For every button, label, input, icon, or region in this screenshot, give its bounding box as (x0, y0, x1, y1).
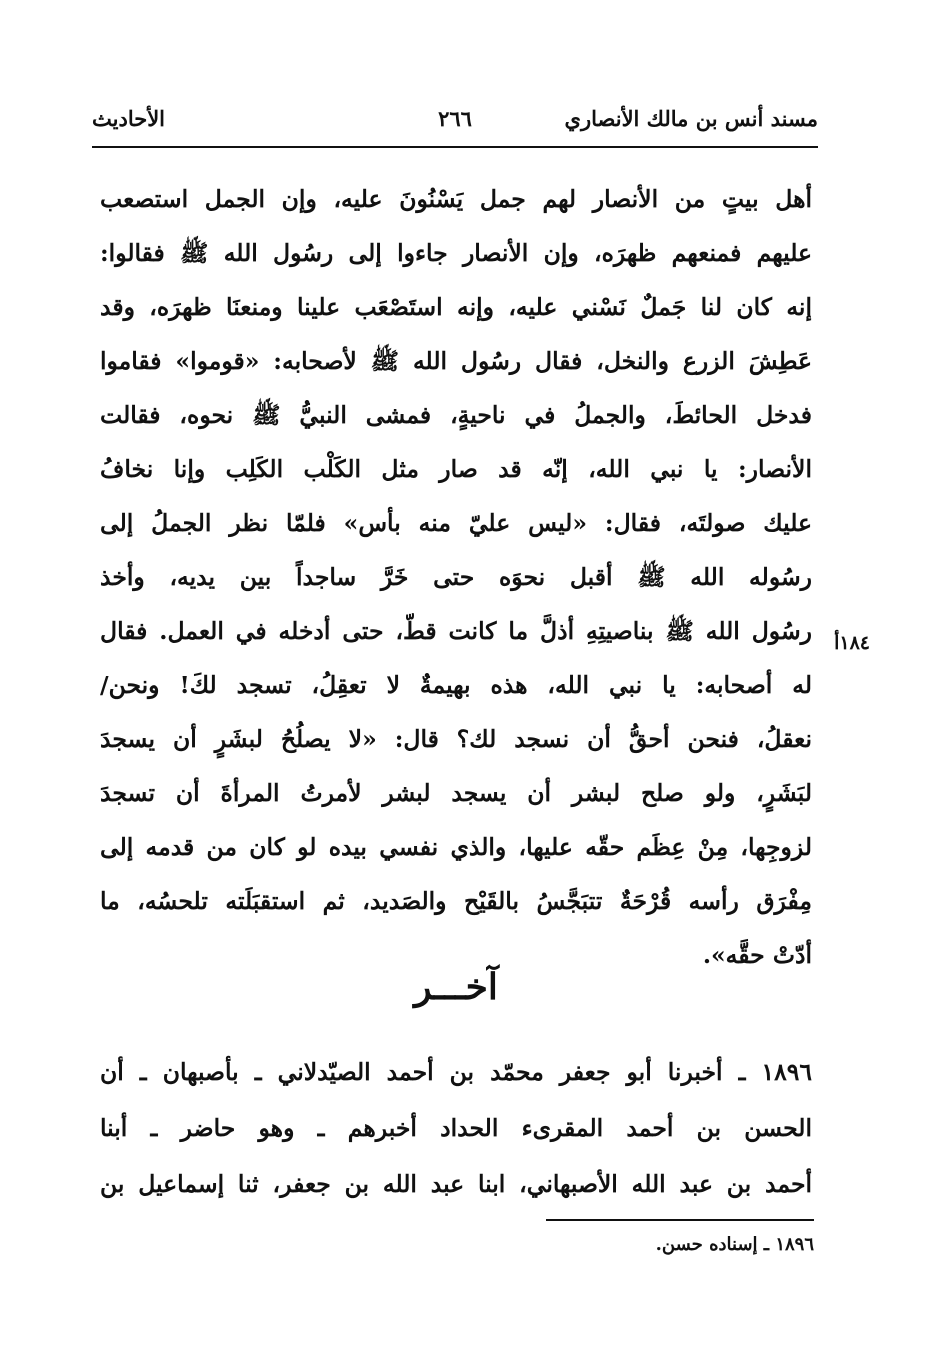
text-line: لبَشَرٍ، ولو صلح لبشر أن يسجد لبشر لأمرتُ المرأةَ أن تسجدَ (100, 779, 812, 807)
text-line: له أصحابه: يا نبي الله، هذه بهيمةٌ لا تعقِلُ، تسجد لكَ! ونحن/ (100, 671, 812, 699)
text-line: ١٨٩٦ ـ أخبرنا أبو جعفر محمّد بن أحمد الصيّدلاني ـ بأصبهان ـ أن (100, 1058, 812, 1086)
footnote: ١٨٩٦ ـ إسناده حسن. (655, 1234, 814, 1255)
text-line: فدخل الحائطَ، والجملُ في ناحيةٍ، فمشى النبيُّ ﷺ نحوه، فقالت (100, 401, 812, 429)
text-line: عليك صولتَه، فقال: «ليس عليّ منه بأس» فلمّا نظر الجملُ إلى (100, 509, 812, 537)
text-line: أحمد بن عبد الله الأصبهاني، ابنا عبد الله بن جعفر، ثنا إسماعيل بن (100, 1170, 812, 1198)
text-line: الحسن بن أحمد المقرىء الحداد أخبرهم ـ وهو حاضر ـ أبنا (100, 1114, 812, 1142)
text-line: إنه كان لنا جَملٌ نَسْني عليه، وإنه استَصْعَب علينا ومنعنَا ظهرَه، وقد (100, 293, 812, 321)
header-divider (92, 146, 818, 148)
section-heading: الأحاديث (92, 106, 166, 131)
text-line: أدّتْ حقَّه». (702, 941, 812, 969)
footnote-divider (546, 1219, 814, 1221)
text-line: نعقلُ، فنحن أحقُّ أن نسجد لك؟ قال: «لا يصلُحُ لبشَرٍ أن يسجدَ (100, 725, 812, 753)
text-line: رسُوله الله ﷺ أقبل نحوَه حتى خَرَّ ساجداً بين يديه، وأخذ (100, 563, 812, 591)
running-title: مسند أنس بن مالك الأنصاري (564, 106, 818, 131)
hadith-text (100, 172, 812, 982)
text-line: عَطِشَ الزرع والنخل، فقال رسُول الله ﷺ لأصحابه: «قوموا» فقاموا (100, 347, 812, 375)
manuscript-folio-note: ١٨٤أ (834, 632, 870, 654)
page-header (92, 100, 818, 144)
section-title: آخـــر (414, 966, 498, 1008)
page-number: ٢٦٦ (438, 106, 472, 131)
text-line: رسُول الله ﷺ بناصيتِهِ أذلَّ ما كانت قطّ، حتى أدخله في العمل. فقال (100, 617, 812, 645)
text-line: الأنصار: يا نبي الله، إنّه قد صار مثل الكَلْب الكَلِب وإنا نخافُ (100, 455, 812, 483)
text-line: لزوجِها، مِنْ عِظَم حقّه عليها، والذي نفسي بيده لو كان من قدمه إلى (100, 833, 812, 861)
text-line: عليهم فمنعهم ظهرَه، وإن الأنصار جاءوا إلى رسُول الله ﷺ فقالوا: (100, 239, 812, 267)
text-line: أهل بيتٍ من الأنصار لهم جمل يَسْنُونَ عليه، وإن الجمل استصعب (100, 185, 812, 213)
hadith-1896-text (100, 1044, 812, 1212)
text-line: مِفْرَق رأسه قُرْحَةٌ تتبَجَّسُ بالقَيْح والصَديد، ثم استقبَلَته تلحسُه، ما (100, 887, 812, 915)
